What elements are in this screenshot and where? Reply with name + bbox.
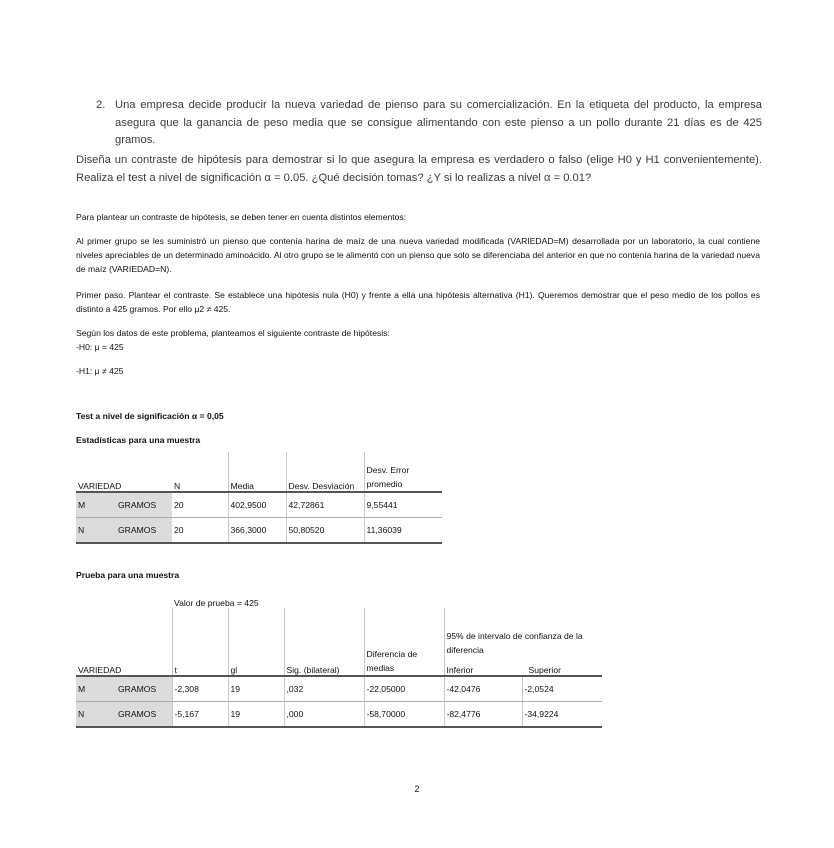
col-superior: Superior (528, 665, 561, 675)
table-row (76, 492, 442, 518)
cell-se: 11,36039 (364, 518, 442, 544)
row-var: GRAMOS (116, 702, 172, 728)
answer-groups: Al primer grupo se les suministró un pienso que contenía harina de maíz de una nueva variedad modificada (VARIEDAD=M) desarrollada por un laboratorio, la cual contiene niveles apreciables de un determinado aminoácido. Al otro grupo se le alimentó con un pienso que solo se diferenciaba del anterior en que no contenía harina de la variedad nueva de maíz (VARIEDAD=N). (76, 236, 760, 274)
answer-intro: Para plantear un contraste de hipótesis, se deben tener en cuenta distintos elementos: (76, 212, 407, 222)
col-n: N (172, 452, 228, 492)
col-diferencia: Diferencia de medias (364, 608, 444, 676)
ci-subheaders (445, 665, 603, 675)
cell-upper: -34,9224 (522, 702, 602, 728)
cell-mean: 366,3000 (228, 518, 286, 544)
hypothesis-h1: -H1: μ ≠ 425 (76, 366, 124, 376)
cell-sig: ,032 (284, 676, 364, 702)
question-number: 2. (96, 99, 106, 111)
table-row (76, 518, 442, 544)
cell-gl: 19 (228, 702, 284, 728)
question-design-text: Diseña un contraste de hipótesis para demostrar si lo que asegura la empresa es verdadero o falso (elige H0 y H1 convenientemente). Realiza el test a nivel de significación α = 0.05. ¿Qué decisión tomas? ¿Y si lo realizas a nivel α = 0.01? (76, 154, 762, 184)
table-row (76, 676, 602, 702)
test-table (76, 590, 602, 728)
cell-se: 9,55441 (364, 492, 442, 518)
cell-lower: -82,4776 (444, 702, 522, 728)
row-var: GRAMOS (116, 518, 172, 544)
answer-step1: Primer paso. Plantear el contraste. Se establece una hipótesis nula (H0) y frente a ella una hipótesis alternativa (H1). Queremos demostrar que el peso medio de los pollos es distinto a 425 gramos. Por ello μ2 ≠ 425. (76, 290, 760, 314)
ci-header-cell (444, 608, 602, 676)
stats-table-title: Estadísticas para una muestra (76, 435, 201, 445)
ci-header: 95% de intervalo de confianza de la diferencia (446, 631, 583, 655)
stats-table-header (76, 452, 442, 492)
row-var: GRAMOS (116, 676, 172, 702)
test-table-title: Prueba para una muestra (76, 570, 180, 580)
row-group: N (76, 702, 116, 728)
cell-n: 20 (172, 518, 228, 544)
row-group: M (76, 492, 116, 518)
cell-t: -5,167 (172, 702, 228, 728)
cell-sd: 50,80520 (286, 518, 364, 544)
col-variedad: VARIEDAD (76, 452, 172, 492)
cell-sd: 42,72861 (286, 492, 364, 518)
test-table-header (76, 608, 602, 676)
cell-gl: 19 (228, 676, 284, 702)
cell-diff: -58,70000 (364, 702, 444, 728)
test-title: Test a nivel de significación α = 0,05 (76, 411, 224, 421)
row-group: N (76, 518, 116, 544)
table-row (76, 702, 602, 728)
row-var: GRAMOS (116, 492, 172, 518)
test-value: Valor de prueba = 425 (174, 598, 259, 608)
col-desv-desviacion: Desv. Desviación (286, 452, 364, 492)
test-value-row (76, 590, 602, 608)
answer-according: Según los datos de este problema, planteamos el siguiente contraste de hipótesis: (76, 328, 390, 338)
col-sig: Sig. (bilateral) (284, 608, 364, 676)
col-desv-error: Desv. Error promedio (364, 452, 442, 492)
col-inferior: Inferior (446, 665, 474, 675)
cell-n: 20 (172, 492, 228, 518)
col-t: t (172, 608, 228, 676)
page-number: 2 (414, 784, 420, 794)
col-variedad: VARIEDAD (76, 608, 172, 676)
cell-upper: -2,0524 (522, 676, 602, 702)
row-group: M (76, 676, 116, 702)
question-text: Una empresa decide producir la nueva variedad de pienso para su comercialización. En la etiqueta del producto, la empresa asegura que la ganancia de peso media que se consigue alimentando con este pienso a un pollo durante 21 días es de 425 gramos. (115, 99, 762, 146)
cell-sig: ,000 (284, 702, 364, 728)
stats-table (76, 452, 442, 544)
cell-diff: -22,05000 (364, 676, 444, 702)
cell-t: -2,308 (172, 676, 228, 702)
cell-lower: -42,0476 (444, 676, 522, 702)
hypothesis-h0: -H0: μ = 425 (76, 342, 124, 352)
col-media: Media (228, 452, 286, 492)
cell-mean: 402,9500 (228, 492, 286, 518)
col-gl: gl (228, 608, 284, 676)
question-item (96, 97, 762, 150)
